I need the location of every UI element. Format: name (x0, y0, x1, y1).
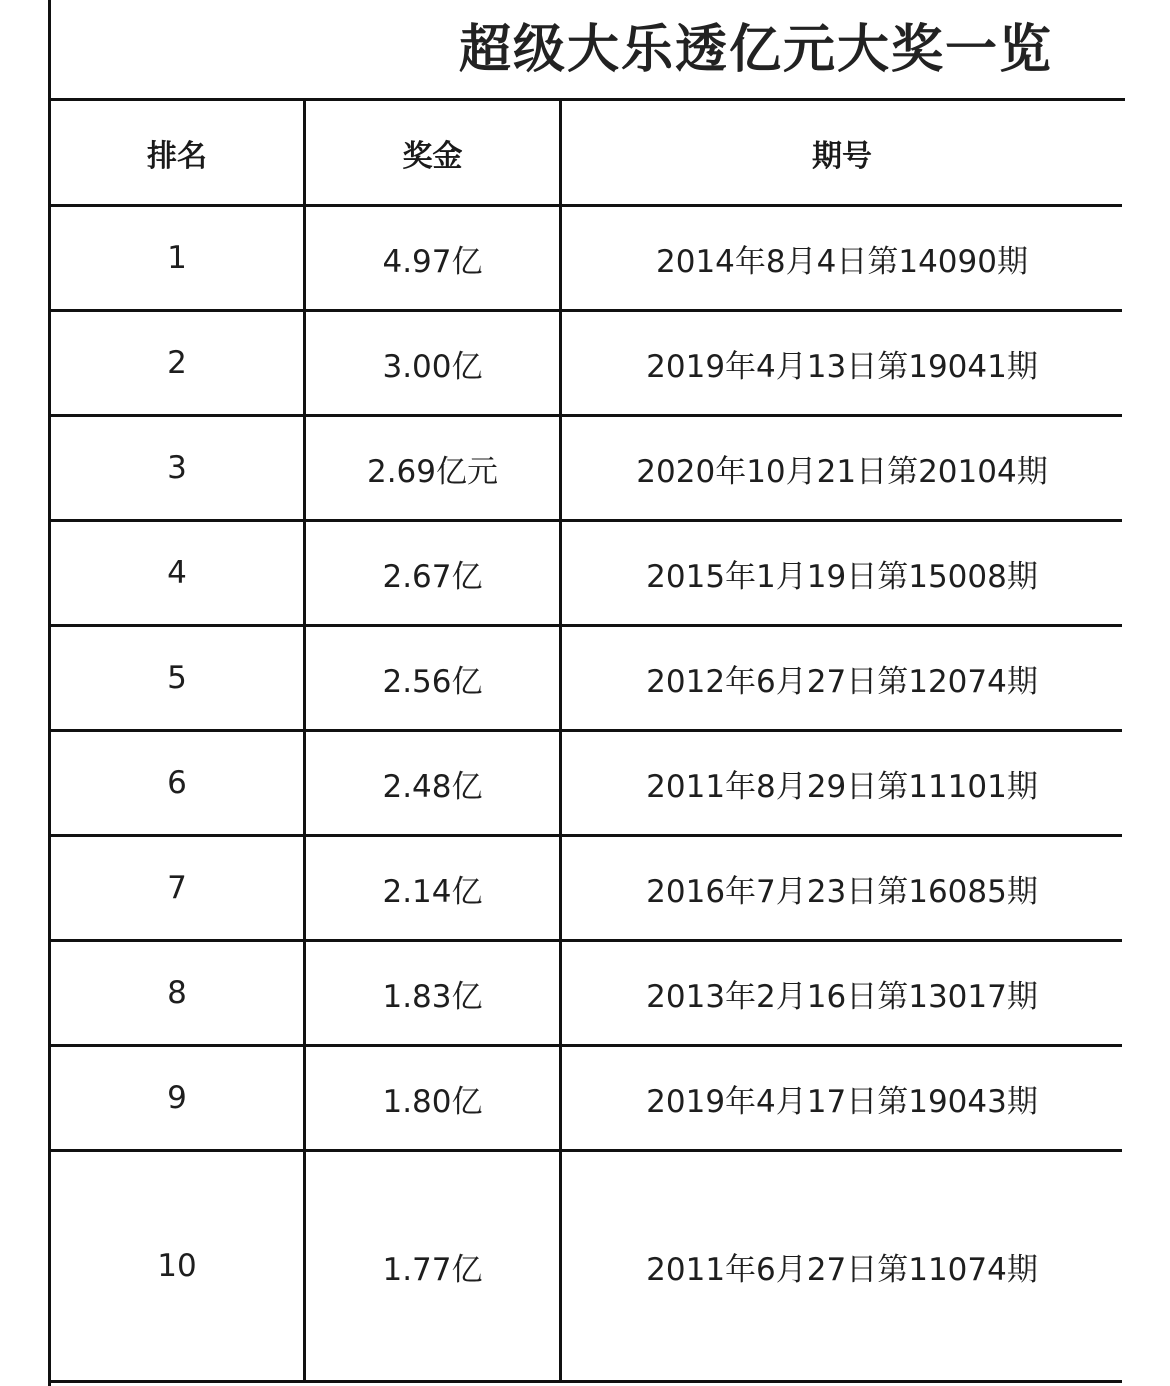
prize-cell: 1.80亿 (306, 1047, 562, 1152)
issue-cell: 2012年6月27日第12074期 (562, 627, 1122, 732)
issue-cell: 2016年7月23日第16085期 (562, 837, 1122, 942)
rank-cell: 5 (51, 627, 306, 732)
rank-cell: 3 (51, 417, 306, 522)
rank-cell: 9 (51, 1047, 306, 1152)
prize-cell: 1.77亿 (306, 1152, 562, 1383)
prize-cell: 2.69亿元 (306, 417, 562, 522)
prize-cell: 2.48亿 (306, 732, 562, 837)
rank-cell: 2 (51, 312, 306, 417)
rank-cell: 7 (51, 837, 306, 942)
issue-cell: 2013年2月16日第13017期 (562, 942, 1122, 1047)
issue-cell: 2011年8月29日第11101期 (562, 732, 1122, 837)
issue-cell: 2014年8月4日第14090期 (562, 207, 1122, 312)
page-title: 超级大乐透亿元大奖一览 (459, 20, 1054, 80)
rank-cell: 1 (51, 207, 306, 312)
title-bar (51, 0, 1125, 101)
header-rank: 排名 (51, 101, 306, 207)
rank-cell: 8 (51, 942, 306, 1047)
jackpot-table-sheet (48, 0, 1122, 1386)
issue-cell: 2011年6月27日第11074期 (562, 1152, 1122, 1383)
prize-cell: 2.14亿 (306, 837, 562, 942)
prize-cell: 2.67亿 (306, 522, 562, 627)
rank-cell: 4 (51, 522, 306, 627)
rank-cell: 6 (51, 732, 306, 837)
header-issue: 期号 (562, 101, 1122, 207)
jackpot-table (51, 101, 1125, 1383)
header-prize: 奖金 (306, 101, 562, 207)
issue-cell: 2020年10月21日第20104期 (562, 417, 1122, 522)
prize-cell: 4.97亿 (306, 207, 562, 312)
rank-cell: 10 (51, 1152, 306, 1383)
prize-cell: 3.00亿 (306, 312, 562, 417)
issue-cell: 2019年4月13日第19041期 (562, 312, 1122, 417)
issue-cell: 2015年1月19日第15008期 (562, 522, 1122, 627)
prize-cell: 1.83亿 (306, 942, 562, 1047)
prize-cell: 2.56亿 (306, 627, 562, 732)
issue-cell: 2019年4月17日第19043期 (562, 1047, 1122, 1152)
